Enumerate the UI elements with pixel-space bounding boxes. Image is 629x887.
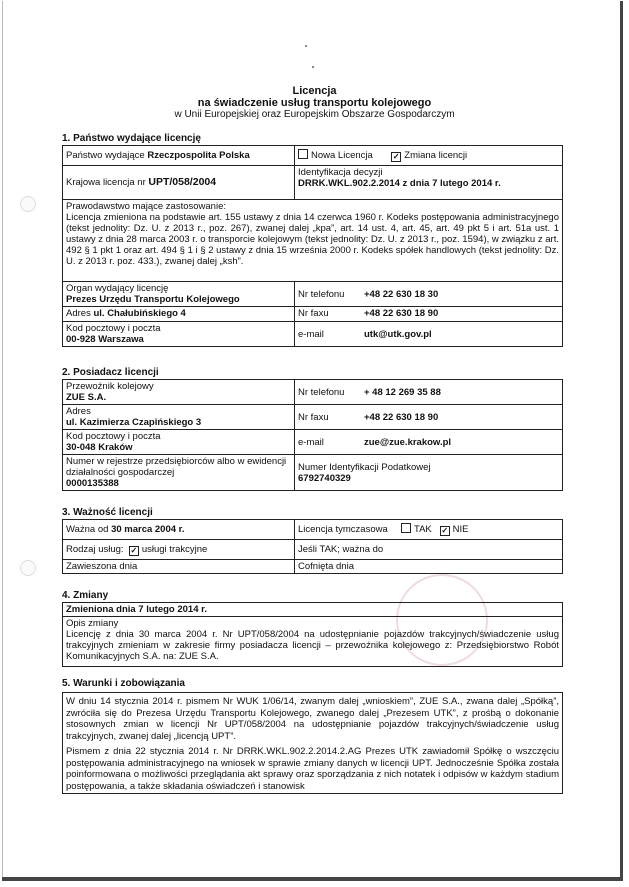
service-value: usługi trakcyjne (141, 543, 208, 555)
country-value: Rzeczpospolita Polska (147, 150, 250, 161)
change-desc-text: Licencję z dnia 30 marca 2004 r. Nr UPT/058/2004 na udostępnianie pojazdów trakcyjnych/świadczenie usług trakcyjnych zmieniam w zakresie firmy posiadacza licencji – przewoźnika kolejowego z: Przedsiębiorstwo Robót Komunikacyjnych S.A. na: ZUE S.A. (66, 629, 559, 662)
change-licence-label: Zmiana licencji (404, 150, 468, 161)
section-3-title: 3. Ważność licencji (62, 507, 153, 518)
change-desc-label: Opis zmiany (66, 618, 119, 629)
email-value: utk@utk.gov.pl (364, 328, 432, 340)
email-value: zue@zue.krakow.pl (364, 436, 452, 448)
section-3-table (62, 519, 563, 574)
change-licence-checkbox[interactable]: ✓ (392, 152, 400, 161)
temp-no-label: NIE (452, 524, 469, 535)
speck (305, 45, 307, 47)
new-licence-checkbox[interactable] (298, 149, 308, 159)
title-line-2: na świadczenie usług transportu kolejowego (197, 97, 432, 109)
decision-value: DRRK.WKL.902.2.2014 z dnia 7 lutego 2014 r. (298, 178, 501, 189)
national-licence-value: UPT/058/2004 (148, 176, 217, 188)
withdrawn-label: Cofnięta dnia (298, 561, 354, 572)
new-licence-label: Nowa Licencja (311, 150, 373, 161)
law-label: Prawodawstwo mające zastosowanie: (66, 201, 226, 212)
postal-value: 00-928 Warszawa (66, 334, 144, 345)
law-text: Licencja zmieniona na podstawie art. 155 ustawy z dnia 14 czerwca 1960 r. Kodeks postępowania administracyjnego (tekst jednolity: Dz. U. z 2013 r., poz. 267), zwanej dalej „kpa”, art. 14 ust. 4, art. 45, art. 49 pkt 5 i art. 51a ust. 1 ustawy z dnia 28 marca 2003 r. o transporcie kolejowym (tekst jednolity: Dz. U. z 2013 r., poz. 1594), w związku z art. 492 § 1 pkt 1 oraz art. 494 § 1 i § 2 ustawy z dnia 15 września 2000 r. Kodeks spółek handlowych (tekst jednolity: Dz. U. z 2013 r. poz. 433.), zwanej dalej „ksh”. (66, 212, 559, 267)
service-checkbox[interactable]: ✓ (130, 545, 138, 555)
organ-value: Prezes Urzędu Transportu Kolejowego (66, 294, 240, 305)
nip-value: 6792740329 (298, 472, 351, 484)
service-label: Rodzaj usług: (66, 543, 124, 555)
section-5-title: 5. Warunki i zobowiązania (62, 678, 185, 689)
changed-date: Zmieniona dnia 7 lutego 2014 r. (66, 604, 207, 615)
nip-label: Numer Identyfikacji Podatkowej (298, 461, 431, 473)
email-label: e-mail (298, 328, 324, 340)
conditions-paragraph-1: W dniu 14 stycznia 2014 r. pismem Nr WUK 1/06/14, zwanym dalej „wnioskiem”, ZUE S.A., zwana dalej „Spółką”, zwróciła się do Prezesa Urzędu Transportu Kolejowego, zwanego dalej „Prezesem UTK”, z prośbą o dokonanie stosownych zmian w licencji Nr UPT/058/2004 na udostępnianie pojazdów trakcyjnych/świadczenie usług trakcyjnych, zwanej dalej „licencją UPT”. (66, 696, 559, 742)
suspended-label: Zawieszona dnia (66, 561, 138, 572)
national-licence-label: Krajowa licencja nr (66, 177, 146, 188)
postal-value: 30-048 Kraków (66, 442, 133, 453)
temp-yes-checkbox[interactable] (401, 523, 411, 533)
phone-label: Nr telefonu (298, 288, 345, 300)
address-value: ul. Chałubińskiego 4 (93, 308, 186, 319)
address-label: Adres (66, 406, 91, 417)
organ-label: Organ wydający licencję (66, 283, 169, 294)
valid-label: Ważna od (66, 524, 109, 535)
section-4-table (62, 602, 563, 667)
carrier-value: ZUE S.A. (66, 392, 107, 403)
postal-label: Kod pocztowy i poczta (66, 431, 161, 442)
section-1-title: 1. Państwo wydające licencję (62, 133, 201, 144)
fax-label: Nr faxu (298, 411, 329, 423)
register-value: 0000135388 (66, 478, 119, 489)
ifyes-label: Jeśli TAK; ważna do (298, 544, 384, 555)
punch-hole (20, 560, 36, 576)
speck (312, 66, 314, 68)
postal-label: Kod pocztowy i poczta (66, 323, 161, 334)
temp-no-checkbox[interactable]: ✓ (441, 526, 449, 535)
punch-hole (20, 196, 36, 212)
temp-label: Licencja tymczasowa (298, 524, 388, 535)
conditions-paragraph-2: Pismem z dnia 22 stycznia 2014 r. Nr DRRK.WKL.902.2.2014.2.AG Prezes UTK zawiadomił Spółkę o wszczęciu postępowania administracyjnego na wniosek w sprawie zmiany danych w licencji UPT. Jednocześnie Spółka została poinformowana o możliwości przeglądania akt sprawy oraz sporządzania z nich notatek i odpisów w każdym stadium postępowania, a także składania oświadczeń i stanowisk (66, 746, 559, 792)
address-label: Adres (66, 308, 91, 319)
valid-value: 30 marca 2004 r. (111, 524, 185, 535)
country-label: Państwo wydające (66, 150, 145, 161)
section-2-table (62, 379, 563, 491)
phone-value: + 48 12 269 35 88 (364, 386, 441, 398)
page-edge (2, 1, 3, 877)
title-line-1: Licencja (292, 85, 337, 97)
section-5-table (62, 692, 563, 794)
register-label: Numer w rejestrze przedsiębiorców albo w ewidencji działalności gospodarczej (66, 456, 287, 478)
fax-value: +48 22 630 18 90 (364, 411, 439, 423)
title-line-3: w Unii Europejskiej oraz Europejskim Obszarze Gospodarczym (174, 109, 455, 120)
email-label: e-mail (298, 436, 324, 448)
decision-label: Identyfikacja decyzji (298, 167, 383, 178)
address-value: ul. Kazimierza Czapińskiego 3 (66, 417, 202, 428)
temp-yes-label: TAK (413, 524, 432, 535)
fax-label: Nr faxu (298, 308, 329, 319)
section-2-title: 2. Posiadacz licencji (62, 367, 159, 378)
phone-value: +48 22 630 18 30 (364, 288, 439, 300)
phone-label: Nr telefonu (298, 386, 345, 398)
fax-value: +48 22 630 18 90 (364, 308, 439, 319)
section-4-title: 4. Zmiany (62, 590, 109, 601)
carrier-label: Przewoźnik kolejowy (66, 381, 154, 392)
section-1-table (62, 145, 563, 347)
